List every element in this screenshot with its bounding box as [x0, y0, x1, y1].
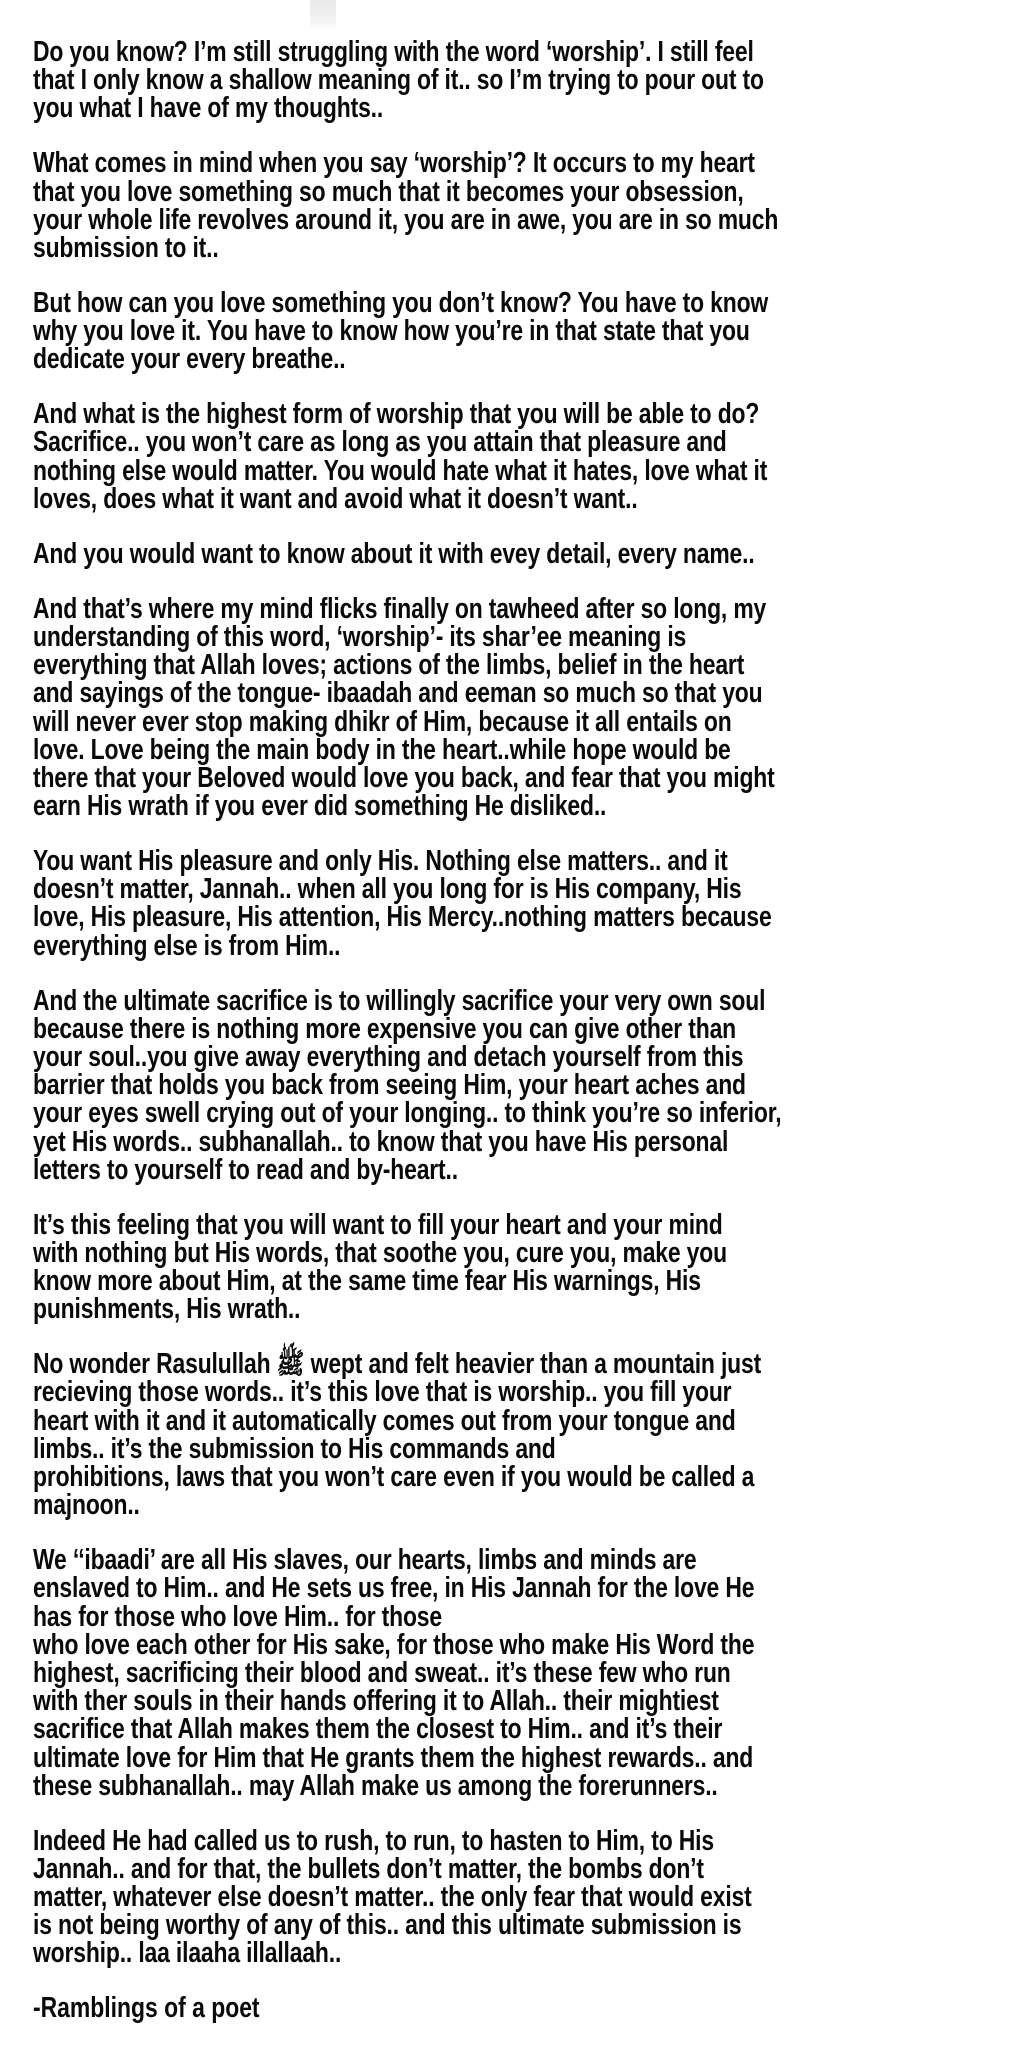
text-line: What comes in mind when you say ‘worship’? It occurs to my heart: [33, 147, 755, 180]
text-line: barrier that holds you back from seeing Him, your heart aches and: [33, 1069, 746, 1102]
text-line: everything that Allah loves; actions of the limbs, belief in the heart: [33, 649, 745, 682]
text-line: love, His pleasure, His attention, His Mercy..nothing matters because: [33, 901, 772, 934]
text-line: and sayings of the tongue- ibaadah and eeman so much so that you: [33, 677, 763, 710]
text-line: It’s this feeling that you will want to fill your heart and your mind: [33, 1208, 723, 1241]
paragraph: [33, 592, 965, 823]
text-line: We ‘‘ibaadi’ are all His slaves, our hearts, limbs and minds are: [33, 1544, 697, 1577]
text-line: Do you know? I’m still struggling with the word ‘worship’. I still feel: [33, 36, 754, 68]
text-line: doesn’t matter, Jannah.. when all you long for is His company, His: [33, 873, 742, 906]
text-line: letters to yourself to read and by-heart..: [33, 1153, 458, 1186]
text-line: loves, does what it want and avoid what it doesn’t want..: [33, 482, 638, 515]
text-line: these subhanallah.. may Allah make us among the forerunners..: [33, 1769, 718, 1802]
text-line: know more about Him, at the same time fear His warnings, His: [33, 1265, 701, 1298]
text-line: with ther souls in their hands offering it to Allah.. their mightiest: [33, 1685, 719, 1718]
text-line: who love each other for His sake, for those who make His Word the: [33, 1628, 755, 1661]
text-line: nothing else would matter. You would hate what it hates, love what it: [33, 454, 768, 487]
paragraph: [33, 847, 965, 960]
text-line: dedicate your every breathe..: [33, 343, 346, 376]
text-line: No wonder Rasulullah ﷺ wept and felt heavier than a mountain just: [33, 1348, 762, 1381]
text-line: Sacrifice.. you won’t care as long as you attain that pleasure and: [33, 426, 727, 459]
text-line: submission to it..: [33, 231, 219, 264]
text-line: enslaved to Him.. and He sets us free, in His Jannah for the love He: [33, 1572, 755, 1605]
paragraph: [33, 38, 965, 123]
text-line: heart with it and it automatically comes out from your tongue and: [33, 1404, 736, 1437]
text-line: worship.. laa ilaaha illallaah..: [33, 1937, 342, 1970]
text-line: recieving those words.. it’s this love that is worship.. you fill your: [33, 1376, 732, 1409]
text-line: Jannah.. and for that, the bullets don’t matter, the bombs don’t: [33, 1852, 704, 1885]
text-line: everything else is from Him..: [33, 929, 341, 962]
text-line: that you love something so much that it becomes your obsession,: [33, 175, 744, 208]
text-line: earn His wrath if you ever did something He disliked..: [33, 790, 607, 823]
text-line: prohibitions, laws that you won’t care even if you would be called a: [33, 1461, 755, 1494]
document-body: [33, 38, 965, 2023]
text-line: understanding of this word, ‘worship’- its shar’ee meaning is: [33, 620, 687, 653]
text-line: ultimate love for Him that He grants them the highest rewards.. and: [33, 1741, 754, 1774]
paragraph: [33, 1348, 965, 1522]
text-line: that I only know a shallow meaning of it.. so I’m trying to pour out to: [33, 64, 764, 97]
text-line: matter, whatever else doesn’t matter.. the only fear that would exist: [33, 1881, 752, 1914]
text-line: your eyes swell crying out of your longing.. to think you’re so inferior,: [33, 1097, 782, 1130]
text-line: has for those who love Him.. for those: [33, 1600, 442, 1633]
paragraph: [33, 1546, 965, 1800]
text-line: you what I have of my thoughts..: [33, 92, 384, 125]
text-line: sacrifice that Allah makes them the closest to Him.. and it’s their: [33, 1713, 723, 1746]
paragraph: [33, 286, 965, 376]
signature: -Ramblings of a poet: [33, 1992, 260, 2025]
text-line: And the ultimate sacrifice is to willingly sacrifice your very own soul: [33, 984, 766, 1017]
text-line: love. Love being the main body in the heart..while hope would be: [33, 733, 731, 766]
text-line: highest, sacrificing their blood and sweat.. it’s these few who run: [33, 1656, 731, 1689]
text-line: But how can you love something you don’t know? You have to know: [33, 286, 769, 319]
text-line: with nothing but His words, that soothe you, cure you, make you: [33, 1236, 727, 1269]
text-line: And what is the highest form of worship that you will be able to do?: [33, 398, 760, 431]
text-line: your soul..you give away everything and detach yourself from this: [33, 1041, 744, 1074]
paragraph: [33, 400, 965, 513]
text-line: limbs.. it’s the submission to His commands and: [33, 1432, 556, 1465]
text-line: is not being worthy of any of this.. and this ultimate submission is: [33, 1909, 742, 1942]
text-line: punishments, His wrath..: [33, 1293, 301, 1326]
text-line: your whole life revolves around it, you are in awe, you are in so much: [33, 203, 779, 236]
paragraph: [33, 1208, 965, 1326]
text-line: will never ever stop making dhikr of Him, because it all entails on: [33, 705, 732, 738]
text-line: yet His words.. subhanallah.. to know that you have His personal: [33, 1125, 729, 1158]
text-line: why you love it. You have to know how you’re in that state that you: [33, 315, 750, 348]
text-line: majnoon..: [33, 1489, 140, 1522]
text-line: And that’s where my mind flicks finally on tawheed after so long, my: [33, 592, 767, 625]
paragraph: [33, 1824, 965, 1970]
text-line: because there is nothing more expensive you can give other than: [33, 1012, 737, 1045]
top-tab-shadow: [310, 0, 336, 30]
paragraph: [33, 537, 965, 570]
text-line: You want His pleasure and only His. Nothing else matters.. and it: [33, 845, 728, 878]
paragraph: [33, 149, 965, 262]
text-line: there that your Beloved would love you back, and fear that you might: [33, 761, 775, 794]
text-line: And you would want to know about it with evey detail, every name..: [33, 537, 755, 570]
text-line: Indeed He had called us to rush, to run, to hasten to Him, to His: [33, 1824, 714, 1857]
paragraph: [33, 984, 965, 1186]
